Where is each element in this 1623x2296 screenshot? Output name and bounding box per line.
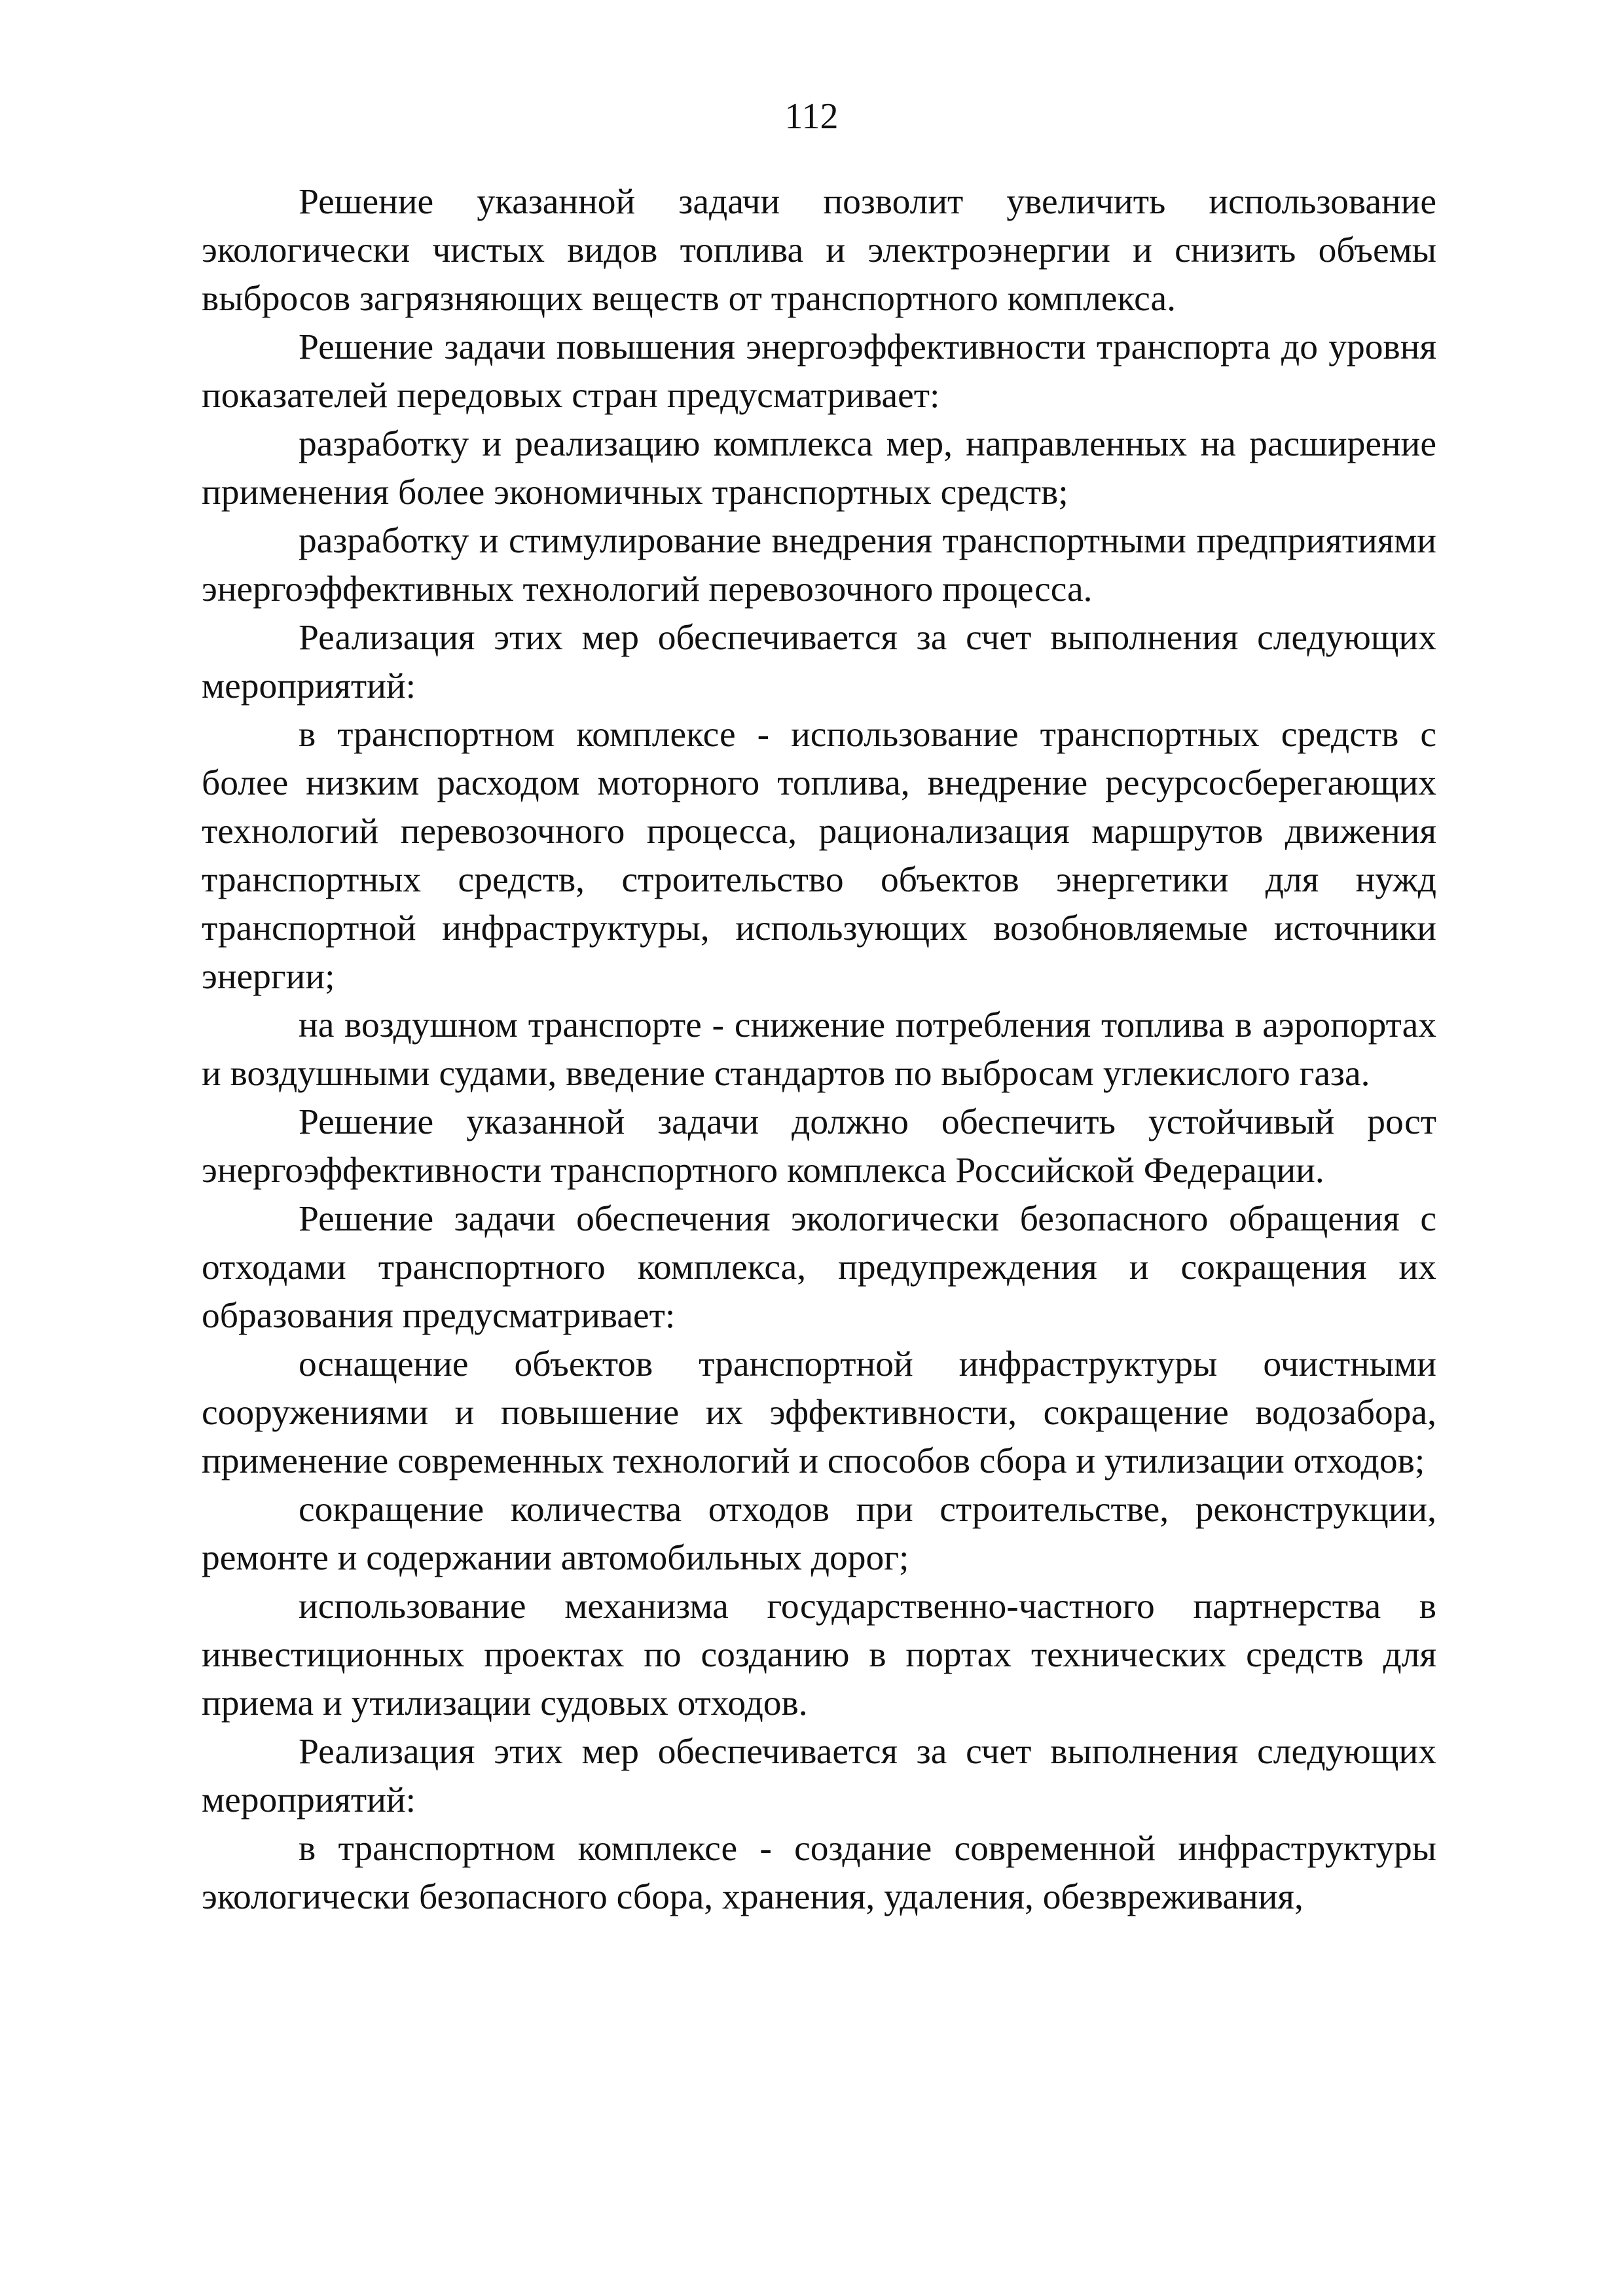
page-number: 112 xyxy=(784,96,839,137)
paragraph: Решение задачи обеспечения экологически безопасного обращения с отходами транспортного комплекса, предупреждения и сокращения их образования предусматривает: xyxy=(202,1199,1436,1336)
paragraph: Решение указанной задачи позволит увеличить использование экологически чистых видов топлива и электроэнергии и снизить объемы выбросов загрязняющих веществ от транспортного комплекса. xyxy=(202,182,1436,319)
paragraph: использование механизма государственно-частного партнерства в инвестиционных проектах по созданию в портах технических средств для приема и утилизации судовых отходов. xyxy=(202,1587,1436,1723)
paragraph: на воздушном транспорте - снижение потребления топлива в аэропортах и воздушными судами, введение стандартов по выбросам углекислого газа. xyxy=(202,1005,1436,1094)
paragraph: в транспортном комплексе - использование транспортных средств с более низким расходом моторного топлива, внедрение ресурсосберегающих технологий перевозочного процесса, рационализация маршрутов движения транспортных средств, строительство объектов энергетики для нужд транспортной инфраструктуры, использующих возобновляемые источники энергии; xyxy=(202,715,1436,997)
document-body xyxy=(202,178,1436,1922)
paragraph: Решение задачи повышения энергоэффективности транспорта до уровня показателей передовых стран предусматривает: xyxy=(202,327,1436,416)
paragraph: оснащение объектов транспортной инфраструктуры очистными сооружениями и повышение их эффективности, сокращение водозабора, применение современных технологий и способов сбора и утилизации отходов; xyxy=(202,1344,1436,1481)
paragraph: Решение указанной задачи должно обеспечить устойчивый рост энергоэффективности транспортного комплекса Российской Федерации. xyxy=(202,1102,1436,1191)
paragraph: в транспортном комплексе - создание современной инфраструктуры экологически безопасного сбора, хранения, удаления, обезвреживания, xyxy=(202,1829,1436,1917)
paragraph: Реализация этих мер обеспечивается за счет выполнения следующих мероприятий: xyxy=(202,1732,1436,1820)
paragraph: Реализация этих мер обеспечивается за счет выполнения следующих мероприятий: xyxy=(202,618,1436,706)
paragraph: сокращение количества отходов при строительстве, реконструкции, ремонте и содержании автомобильных дорог; xyxy=(202,1490,1436,1578)
paragraph: разработку и стимулирование внедрения транспортными предприятиями энергоэффективных технологий перевозочного процесса. xyxy=(202,521,1436,609)
paragraph: разработку и реализацию комплекса мер, направленных на расширение применения более экономичных транспортных средств; xyxy=(202,424,1436,512)
